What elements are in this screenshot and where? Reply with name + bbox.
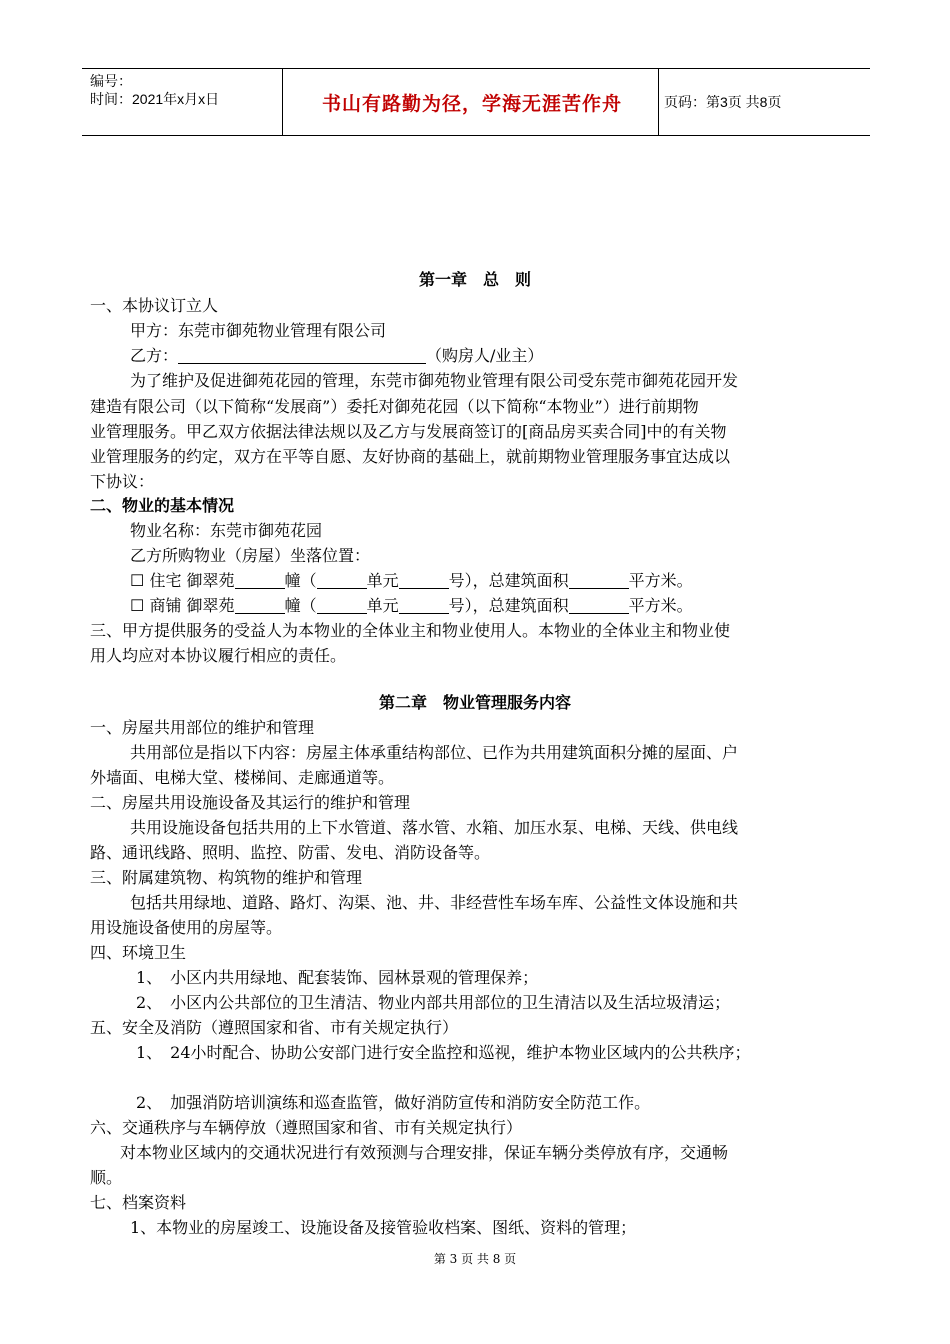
list-item: 1、本物业的房屋竣工、设施设备及接管验收档案、图纸、资料的管理； — [130, 1218, 637, 1237]
blank — [569, 572, 629, 589]
blank — [569, 597, 629, 614]
header-divider — [282, 68, 283, 136]
residence-row: ☐ 住宅 御翠苑 幢（ 单元 号），总建筑面积 平方米。 — [130, 571, 693, 590]
list-item: 一、房屋共用部位的维护和管理 — [90, 718, 315, 737]
header-motto: 书山有路勤为径，学海无涯苦作舟 — [321, 93, 622, 115]
intro-line: 业管理服务的约定，双方在平等自愿、友好协商的基础上，就前期物业管理服务事宜达成以 — [90, 447, 731, 466]
list-item: 顺。 — [90, 1168, 123, 1187]
blank — [399, 572, 449, 589]
intro-line: 为了维护及促进御苑花园的管理，东莞市御苑物业管理有限公司受东莞市御苑花园开发 — [130, 371, 739, 390]
blank — [317, 597, 367, 614]
intro-line: 下协议： — [90, 472, 155, 491]
page-header — [82, 68, 870, 136]
list-item: 三、附属建筑物、构筑物的维护和管理 — [90, 868, 363, 887]
list-item: 2、 加强消防培训演练和巡查监管，做好消防宣传和消防安全防范工作。 — [136, 1093, 651, 1112]
time-label: 时间：2021年x月x日 — [90, 91, 220, 107]
header-left — [90, 72, 219, 108]
intro-line: 业管理服务。甲乙双方依据法律法规以及乙方与发展商签订的[商品房买卖合同]中的有关物 — [90, 422, 727, 441]
list-item: 二、房屋共用设施设备及其运行的维护和管理 — [90, 793, 411, 812]
checkbox-icon[interactable]: ☐ — [130, 571, 145, 590]
list-item: 四、环境卫生 — [90, 943, 187, 962]
party-b — [130, 346, 543, 366]
header-page-info: 页码：第3页 共8页 — [664, 94, 782, 110]
list-item: 路、通讯线路、照明、监控、防雷、发电、消防设备等。 — [90, 843, 491, 862]
list-item: 对本物业区域内的交通状况进行有效预测与合理安排，保证车辆分类停放有序，交通畅 — [120, 1143, 729, 1162]
list-item: 2、 小区内公共部位的卫生清洁、物业内部共用部位的卫生清洁以及生活垃圾清运； — [136, 993, 731, 1012]
party-a: 甲方：东莞市御苑物业管理有限公司 — [130, 321, 387, 340]
party-b-label: 乙方： — [130, 346, 179, 365]
code-label: 编号： — [90, 73, 132, 89]
shop-row: ☐ 商铺 御翠苑 幢（ 单元 号），总建筑面积 平方米。 — [130, 596, 693, 615]
list-item: 六、交通秩序与车辆停放（遵照国家和省、市有关规定执行） — [90, 1118, 523, 1137]
intro-line: 建造有限公司（以下简称“发展商”）委托对御苑花园（以下简称“本物业”）进行前期物 — [90, 397, 699, 416]
page-footer: 第 3 页 共 8 页 — [433, 1252, 517, 1266]
chapter2-title: 第二章 物业管理服务内容 — [378, 693, 571, 712]
header-top-rule — [82, 68, 870, 69]
section-3-line: 三、甲方提供服务的受益人为本物业的全体业主和物业使用人。本物业的全体业主和物业使 — [90, 621, 731, 640]
list-item: 用设施设备使用的房屋等。 — [90, 918, 283, 937]
section-heading: 二、物业的基本情况 — [90, 496, 235, 515]
list-item: 1、 小区内共用绿地、配套装饰、园林景观的管理保养； — [136, 968, 539, 987]
chapter1-title: 第一章 总 则 — [418, 270, 531, 289]
section-heading: 一、本协议订立人 — [90, 296, 219, 315]
blank — [235, 572, 285, 589]
location-label: 乙方所购物业（房屋）坐落位置： — [130, 546, 371, 565]
header-bottom-rule — [82, 135, 870, 136]
blank — [317, 572, 367, 589]
party-b-blank — [178, 347, 426, 364]
blank — [399, 597, 449, 614]
party-b-note: （购房人/业主） — [426, 346, 544, 365]
checkbox-icon[interactable]: ☐ — [130, 596, 145, 615]
list-item: 1、 24小时配合、协助公安部门进行安全监控和巡视，维护本物业区域内的公共秩序； — [136, 1043, 751, 1062]
list-item: 包括共用绿地、道路、路灯、沟渠、池、井、非经营性车场车库、公益性文体设施和共 — [130, 893, 739, 912]
list-item: 共用设施设备包括共用的上下水管道、落水管、水箱、加压水泵、电梯、天线、供电线 — [130, 818, 739, 837]
section-3-line: 用人均应对本协议履行相应的责任。 — [90, 646, 347, 665]
list-item: 七、档案资料 — [90, 1193, 187, 1212]
blank — [235, 597, 285, 614]
list-item: 五、安全及消防（遵照国家和省、市有关规定执行） — [90, 1018, 459, 1037]
list-item: 外墙面、电梯大堂、楼梯间、走廊通道等。 — [90, 768, 395, 787]
property-name: 物业名称：东莞市御苑花园 — [130, 521, 323, 540]
list-item: 共用部位是指以下内容：房屋主体承重结构部位、已作为共用建筑面积分摊的屋面、户 — [130, 743, 739, 762]
